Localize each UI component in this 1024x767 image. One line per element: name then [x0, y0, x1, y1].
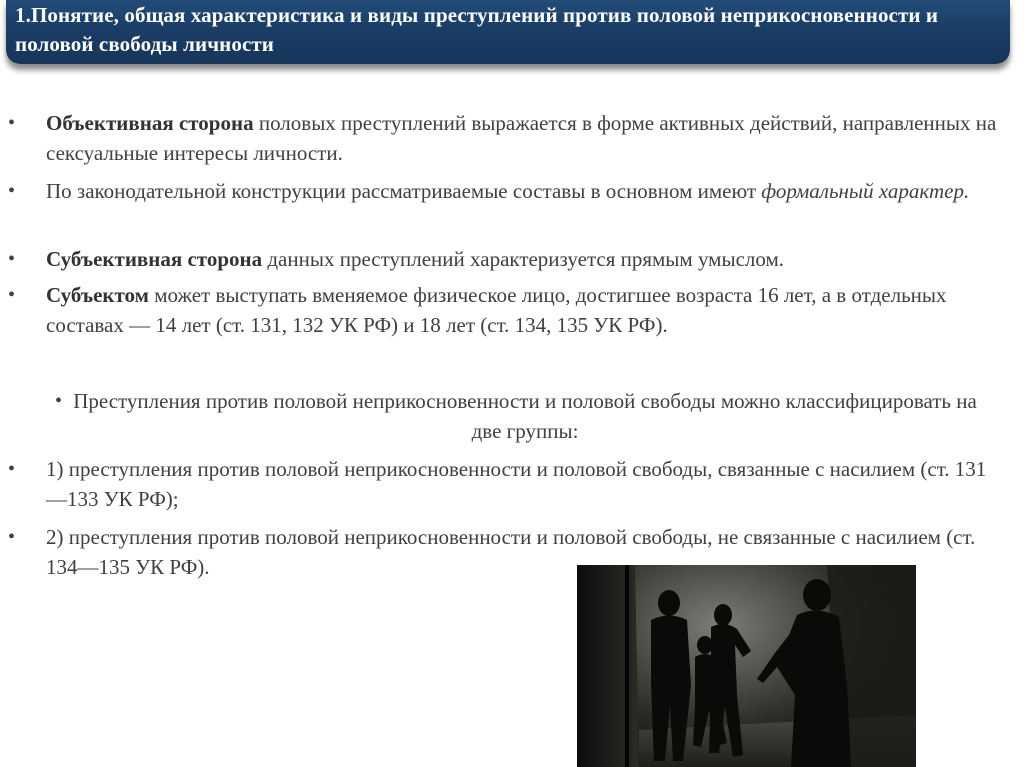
bullet-plain: По законодательной конструкции рассматриваемые составы в основном имеют	[46, 179, 762, 203]
bullet-plain: может выступать вменяемое физическое лицо, достигшее возраста 16 лет, а в отдельных составах — 14 лет (ст. 131, 132 УК РФ) и 18 лет (ст. 134, 135 УК РФ).	[46, 283, 947, 337]
bullet-bold: Субъективная сторона	[46, 247, 263, 271]
bullet-text	[46, 280, 1006, 340]
bullet-text	[46, 244, 1006, 274]
bullet-dot: •	[8, 180, 16, 202]
bullet-item	[0, 244, 1006, 274]
bullet-item-centered	[0, 386, 1024, 446]
bullet-italic: формальный характер.	[761, 179, 970, 203]
bullet-item	[0, 176, 1006, 206]
bullet-plain: данных преступлений характеризуется прямым умыслом.	[262, 247, 785, 271]
bullet-text	[46, 176, 1006, 206]
bullet-plain: половых преступлений выражается в форме активных действий, направленных на сексуальные интересы личности.	[46, 111, 997, 165]
bullet-dot: •	[8, 112, 16, 134]
bullet-item	[0, 108, 1006, 168]
bullet-text	[46, 108, 1006, 168]
slide-photo	[577, 565, 916, 767]
bullet-text: 2) преступления против половой неприкосновенности и половой свободы, не связанные с насилием (ст. 134—135 УК РФ).	[46, 525, 976, 579]
bullet-text: 1) преступления против половой неприкосновенности и половой свободы, связанные с насилием (ст. 131—133 УК РФ);	[46, 457, 987, 511]
bullet-text: Преступления против половой неприкосновенности и половой свободы можно классифицировать на две группы:	[73, 389, 977, 443]
bullet-bold: Объективная сторона	[46, 111, 254, 135]
bullet-dot: •	[8, 248, 16, 270]
bullet-item	[0, 280, 1006, 340]
bullet-dot: •	[8, 526, 16, 548]
bullet-dot: •	[8, 458, 16, 480]
bullet-item	[0, 454, 1006, 514]
slide-title: 1.Понятие, общая характеристика и виды преступлений против половой неприкосновенности и половой свободы личности	[15, 3, 939, 56]
silhouettes-photo	[577, 565, 916, 767]
bullet-dot: •	[55, 390, 63, 412]
bullet-bold: Субъектом	[46, 283, 149, 307]
slide-title-bar	[6, 0, 1010, 64]
bullet-dot: •	[8, 284, 16, 306]
